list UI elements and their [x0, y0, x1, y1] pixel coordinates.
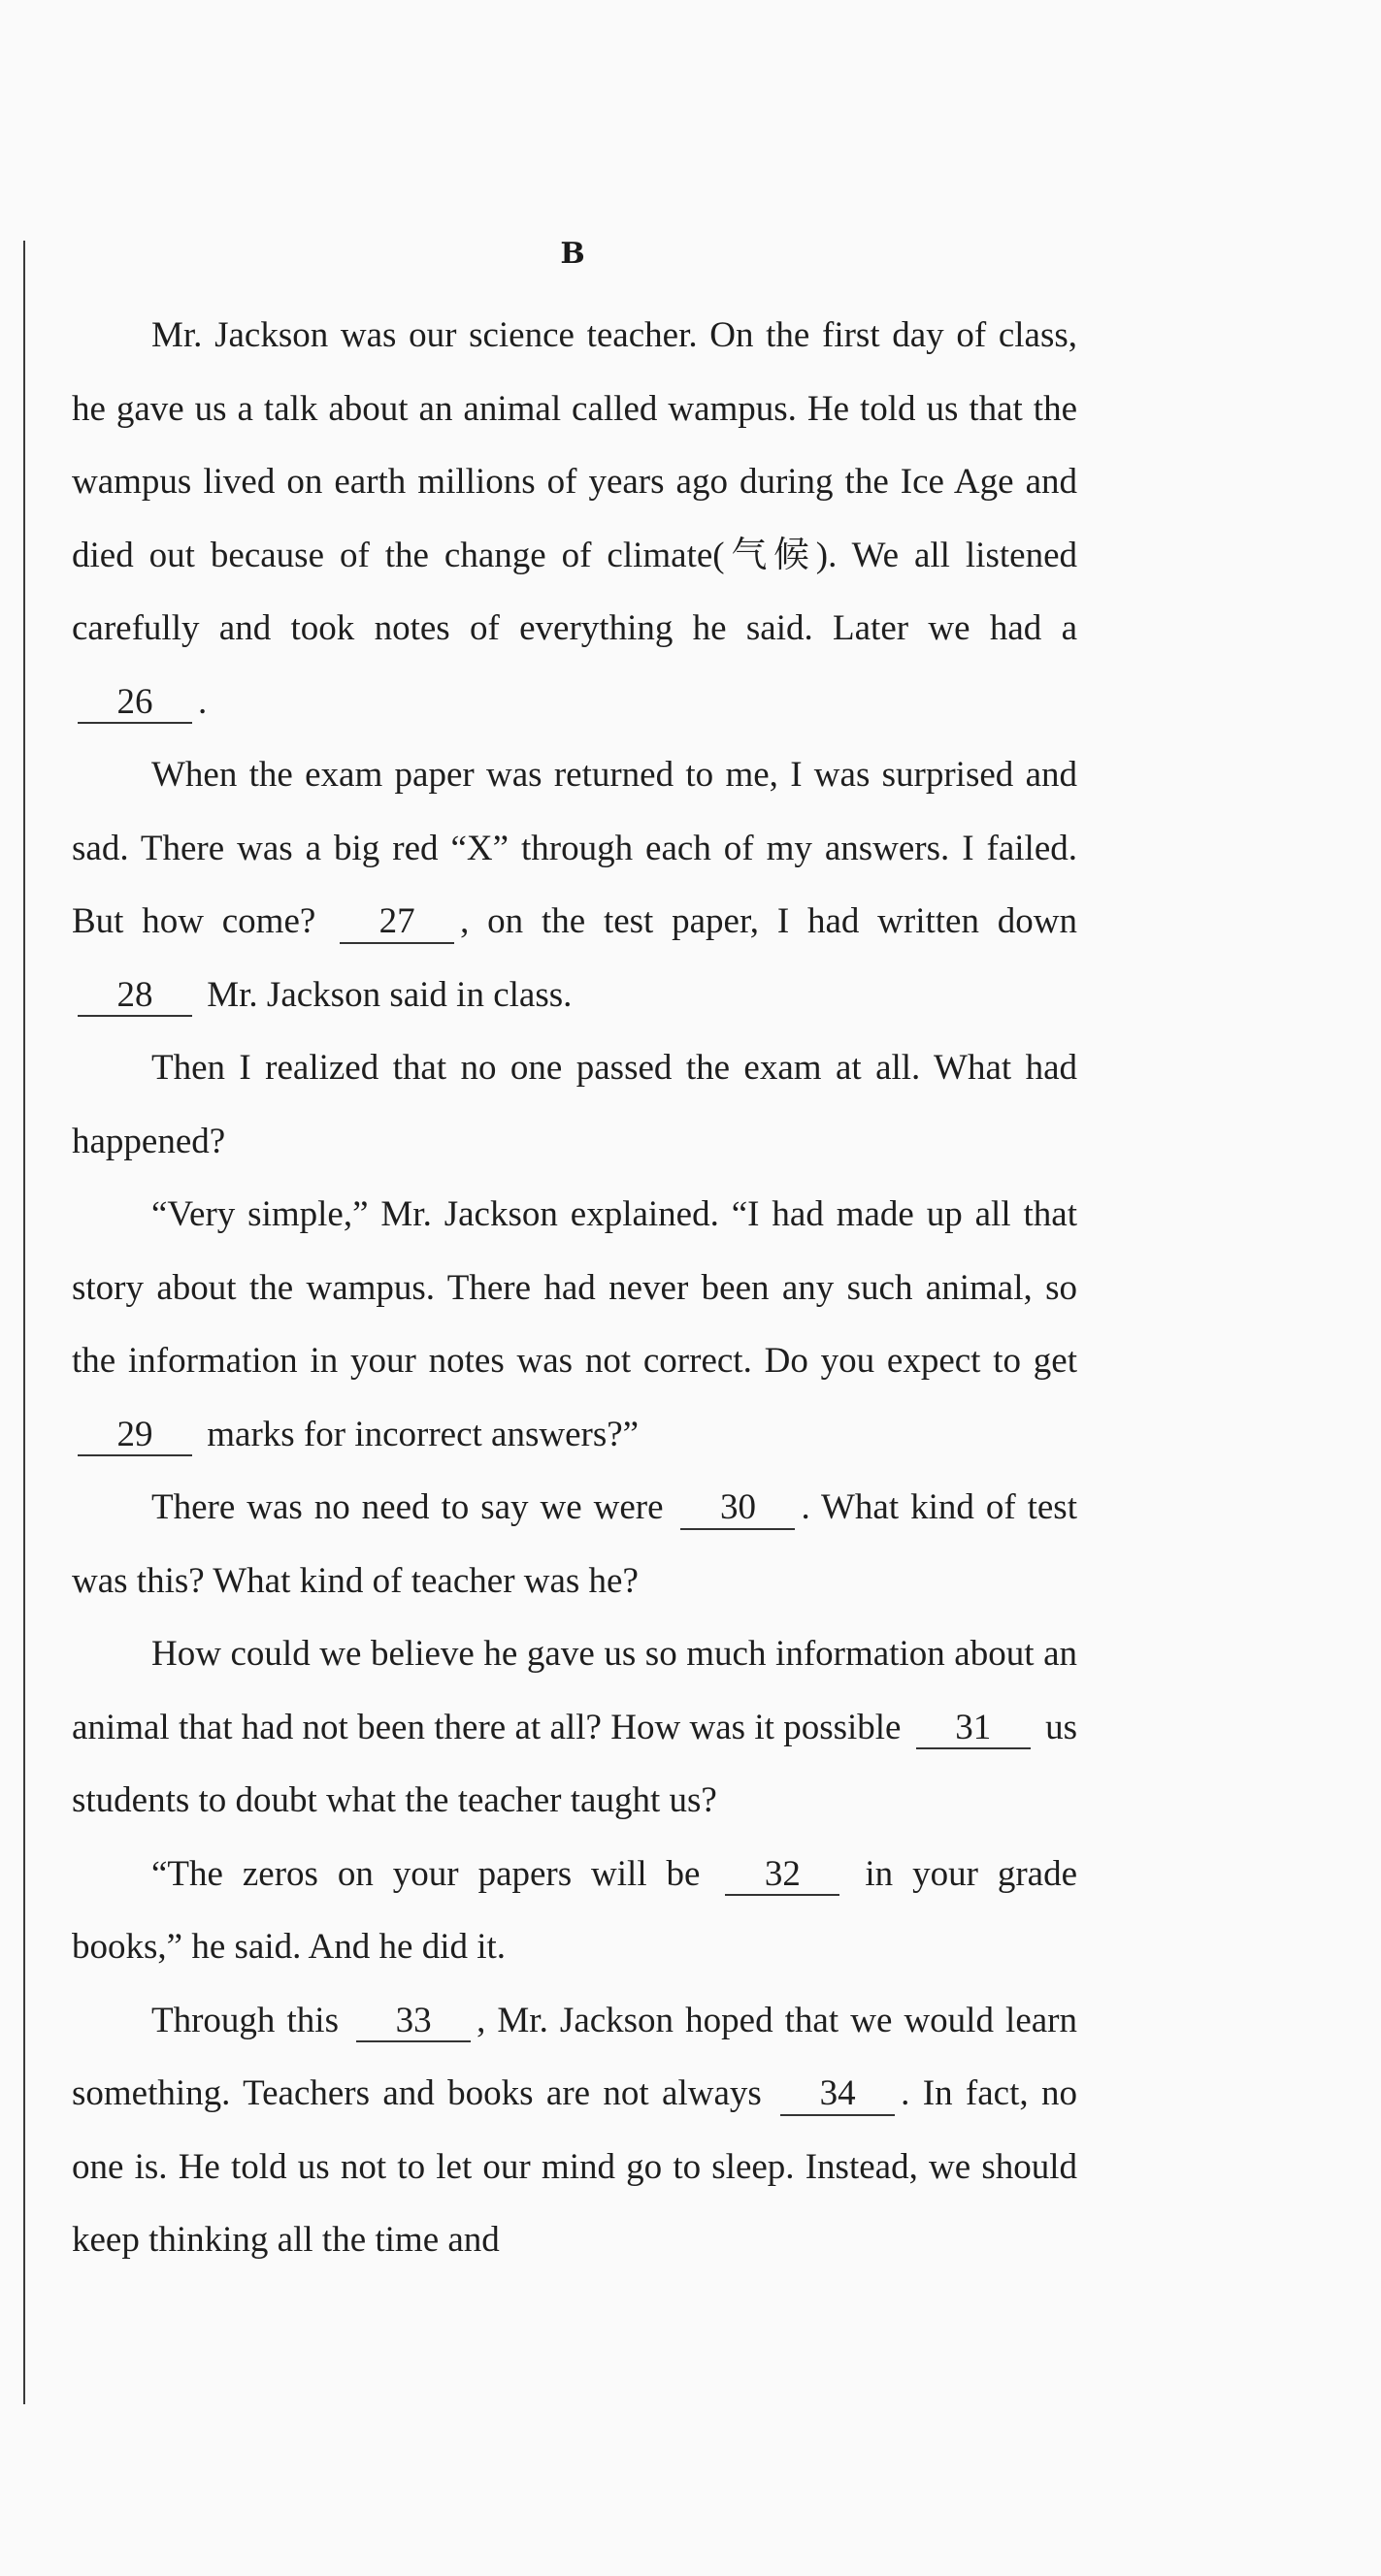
paragraph [72, 1031, 1077, 1178]
answer-blank: 31 [916, 1709, 1031, 1750]
paragraph [72, 1178, 1077, 1471]
answer-blank: 28 [78, 976, 192, 1018]
answer-blank: 29 [78, 1416, 192, 1457]
answer-blank: 34 [780, 2074, 895, 2116]
paragraph-text: marks for incorrect answers?” [198, 1414, 640, 1454]
paragraph-text: Mr. Jackson was our science teacher. On the first day of class, he gave us a talk about an animal called wampus. He told us that the wampus lived on earth millions of years ago during the Ice Age and died out because of the change of climate(气候). We all listened carefully and took notes of everything he said. Later we had a [72, 315, 1077, 648]
paragraph-text: How could we believe he gave us so much information about an animal that had not been there at all? How was it possible [72, 1634, 1077, 1747]
margin-rule [23, 241, 25, 2404]
paragraph [72, 738, 1077, 1031]
answer-blank: 32 [725, 1855, 839, 1897]
paragraph-text: . What kind of test was this? What kind of teacher was he? [72, 1487, 1077, 1601]
paragraph-text: There was no need to say we were [151, 1487, 675, 1527]
answer-blank: 27 [340, 902, 454, 944]
paragraph [72, 1617, 1077, 1838]
paragraph [72, 299, 1077, 738]
answer-blank: 33 [356, 2002, 471, 2043]
paragraph [72, 1984, 1077, 2277]
paragraph-text: , on the test paper, I had written down [460, 901, 1077, 941]
paragraph-text: in your grade books,” he said. And he did it. [72, 1853, 1077, 1967]
paragraph-text: When the exam paper was returned to me, I was surprised and sad. There was a big red “X” through each of my answers. I failed. But how come? [72, 755, 1077, 941]
paragraph-text: , Mr. Jackson hoped that we would learn something. Teachers and books are not always [72, 2000, 1077, 2113]
paragraph-text: Mr. Jackson said in class. [198, 974, 573, 1015]
paragraph-text: . In fact, no one is. He told us not to let our mind go to sleep. Instead, we should keep thinking all the time and [72, 2073, 1077, 2260]
answer-blank: 30 [680, 1488, 795, 1530]
paragraph-text: Through this [151, 2000, 351, 2040]
paragraph [72, 1838, 1077, 1984]
paragraph-text: “The zeros on your papers will be [151, 1853, 720, 1894]
paragraph-text: us students to doubt what the teacher taught us? [72, 1707, 1077, 1820]
answer-blank: 26 [78, 683, 192, 725]
paragraph [72, 1471, 1077, 1617]
section-heading: B [560, 237, 585, 271]
paragraph-text: . [198, 681, 208, 722]
paragraph-text: “Very simple,” Mr. Jackson explained. “I had made up all that story about the wampus. There had never been any such animal, so the information in your notes was not correct. Do you expect to get [72, 1194, 1077, 1381]
passage-body [72, 299, 1077, 2277]
paragraph-text: Then I realized that no one passed the exam at all. What had happened? [72, 1048, 1077, 1161]
